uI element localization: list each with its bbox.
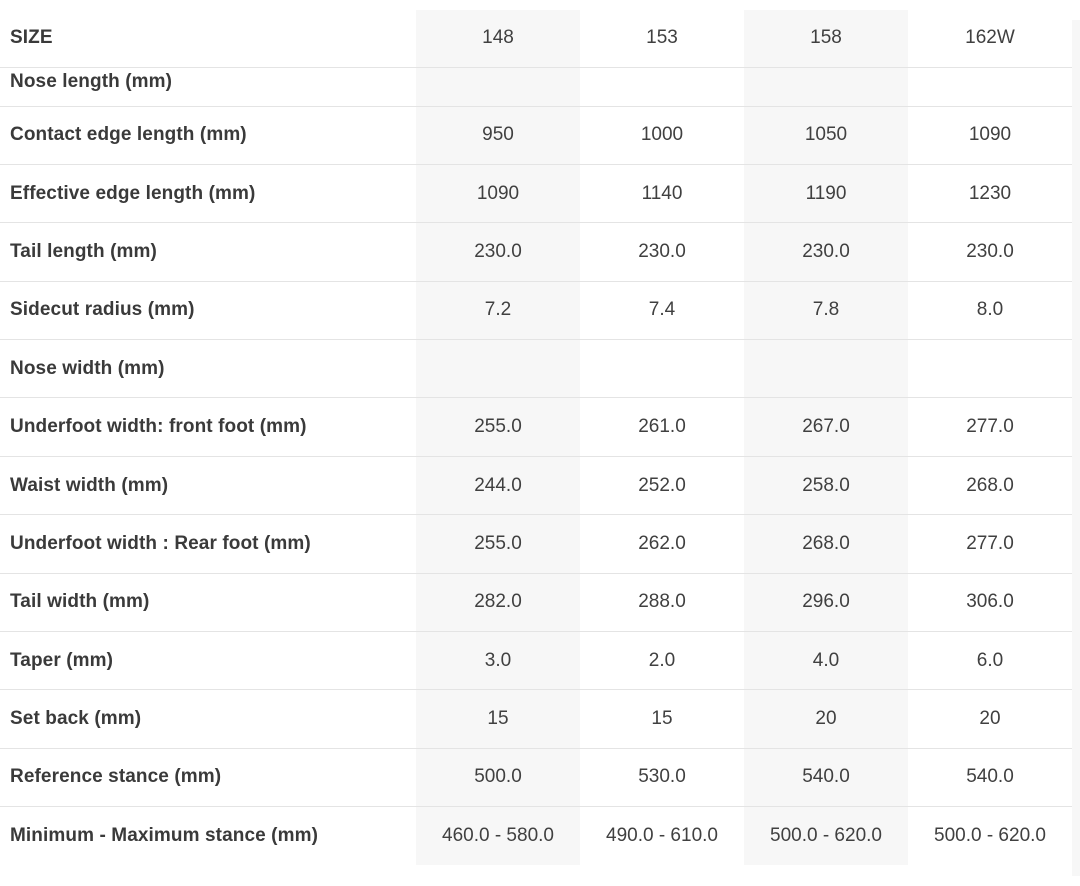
spec-value-cell: 500.0 - 620.0: [744, 807, 908, 865]
spec-value-cell: 268.0: [908, 456, 1072, 514]
spec-value-cell: 230.0: [908, 223, 1072, 281]
spec-value-cell: 1230: [908, 164, 1072, 222]
spec-row-label: Reference stance (mm): [0, 748, 416, 806]
spec-row-label: Effective edge length (mm): [0, 164, 416, 222]
spec-value-cell: 306.0: [908, 573, 1072, 631]
spec-row-label: Sidecut radius (mm): [0, 281, 416, 339]
spec-value-cell: 20: [908, 690, 1072, 748]
spec-value-cell: 262.0: [580, 515, 744, 573]
spec-value-cell: 1140: [580, 164, 744, 222]
spec-value-cell: 2.0: [580, 632, 744, 690]
spec-value-cell: 7.8: [744, 281, 908, 339]
size-header-row: [0, 10, 1072, 67]
spec-row: [0, 106, 1072, 164]
spec-value-cell: 267.0: [744, 398, 908, 456]
spec-value-cell: 500.0 - 620.0: [908, 807, 1072, 865]
spec-row-label: Contact edge length (mm): [0, 106, 416, 164]
spec-value-cell: 255.0: [416, 398, 580, 456]
spec-value-cell: 244.0: [416, 456, 580, 514]
spec-value-cell: 490.0 - 610.0: [580, 807, 744, 865]
spec-value-cell: 255.0: [416, 515, 580, 573]
spec-value-cell: 1050: [744, 106, 908, 164]
spec-row-label: Underfoot width: front foot (mm): [0, 398, 416, 456]
spec-row-label: Underfoot width : Rear foot (mm): [0, 515, 416, 573]
spec-value-cell: 7.2: [416, 281, 580, 339]
spec-value-cell: 268.0: [744, 515, 908, 573]
spec-value-cell: [744, 67, 908, 106]
spec-row: [0, 340, 1072, 398]
size-column-header: 148: [416, 10, 580, 67]
spec-value-cell: 4.0: [744, 632, 908, 690]
spec-value-cell: 540.0: [908, 748, 1072, 806]
spec-value-cell: 6.0: [908, 632, 1072, 690]
spec-value-cell: 3.0: [416, 632, 580, 690]
spec-value-cell: 277.0: [908, 515, 1072, 573]
spec-row: [0, 281, 1072, 339]
spec-row-label: Tail width (mm): [0, 573, 416, 631]
spec-row-label: Waist width (mm): [0, 456, 416, 514]
spec-row: [0, 67, 1072, 106]
spec-value-cell: 1190: [744, 164, 908, 222]
spec-value-cell: [416, 340, 580, 398]
spec-sheet-page: [0, 10, 1080, 886]
size-column-header: 153: [580, 10, 744, 67]
spec-row: [0, 515, 1072, 573]
spec-value-cell: 1090: [416, 164, 580, 222]
spec-table-body: [0, 67, 1072, 865]
spec-value-cell: 20: [744, 690, 908, 748]
spec-value-cell: 230.0: [744, 223, 908, 281]
spec-row-label: Minimum - Maximum stance (mm): [0, 807, 416, 865]
spec-row: [0, 690, 1072, 748]
spec-row-label: Tail length (mm): [0, 223, 416, 281]
spec-value-cell: [744, 340, 908, 398]
spec-value-cell: 1090: [908, 106, 1072, 164]
spec-value-cell: 252.0: [580, 456, 744, 514]
spec-value-cell: [908, 340, 1072, 398]
spec-value-cell: 530.0: [580, 748, 744, 806]
spec-value-cell: [908, 67, 1072, 106]
spec-row: [0, 398, 1072, 456]
spec-value-cell: 230.0: [580, 223, 744, 281]
spec-value-cell: 282.0: [416, 573, 580, 631]
spec-value-cell: 950: [416, 106, 580, 164]
spec-value-cell: [580, 340, 744, 398]
spec-row: [0, 456, 1072, 514]
spec-value-cell: 15: [580, 690, 744, 748]
spec-value-cell: 500.0: [416, 748, 580, 806]
next-column-sliver: [1072, 20, 1080, 876]
spec-value-cell: 258.0: [744, 456, 908, 514]
spec-value-cell: 296.0: [744, 573, 908, 631]
spec-row: [0, 573, 1072, 631]
spec-value-cell: 288.0: [580, 573, 744, 631]
spec-value-cell: [580, 67, 744, 106]
size-column-header: 158: [744, 10, 908, 67]
spec-row: [0, 807, 1072, 865]
spec-value-cell: [416, 67, 580, 106]
spec-row: [0, 164, 1072, 222]
spec-row: [0, 223, 1072, 281]
spec-value-cell: 7.4: [580, 281, 744, 339]
spec-value-cell: 230.0: [416, 223, 580, 281]
spec-row: [0, 748, 1072, 806]
spec-value-cell: 540.0: [744, 748, 908, 806]
spec-row-label: Nose width (mm): [0, 340, 416, 398]
spec-value-cell: 8.0: [908, 281, 1072, 339]
spec-value-cell: 15: [416, 690, 580, 748]
spec-row: [0, 632, 1072, 690]
spec-row-label: Taper (mm): [0, 632, 416, 690]
spec-value-cell: 1000: [580, 106, 744, 164]
size-spec-table: [0, 10, 1072, 865]
spec-value-cell: 277.0: [908, 398, 1072, 456]
spec-value-cell: 261.0: [580, 398, 744, 456]
size-column-header: 162W: [908, 10, 1072, 67]
spec-row-label: Nose length (mm): [0, 67, 416, 106]
spec-row-label: Set back (mm): [0, 690, 416, 748]
size-header-label: SIZE: [0, 10, 416, 67]
spec-value-cell: 460.0 - 580.0: [416, 807, 580, 865]
